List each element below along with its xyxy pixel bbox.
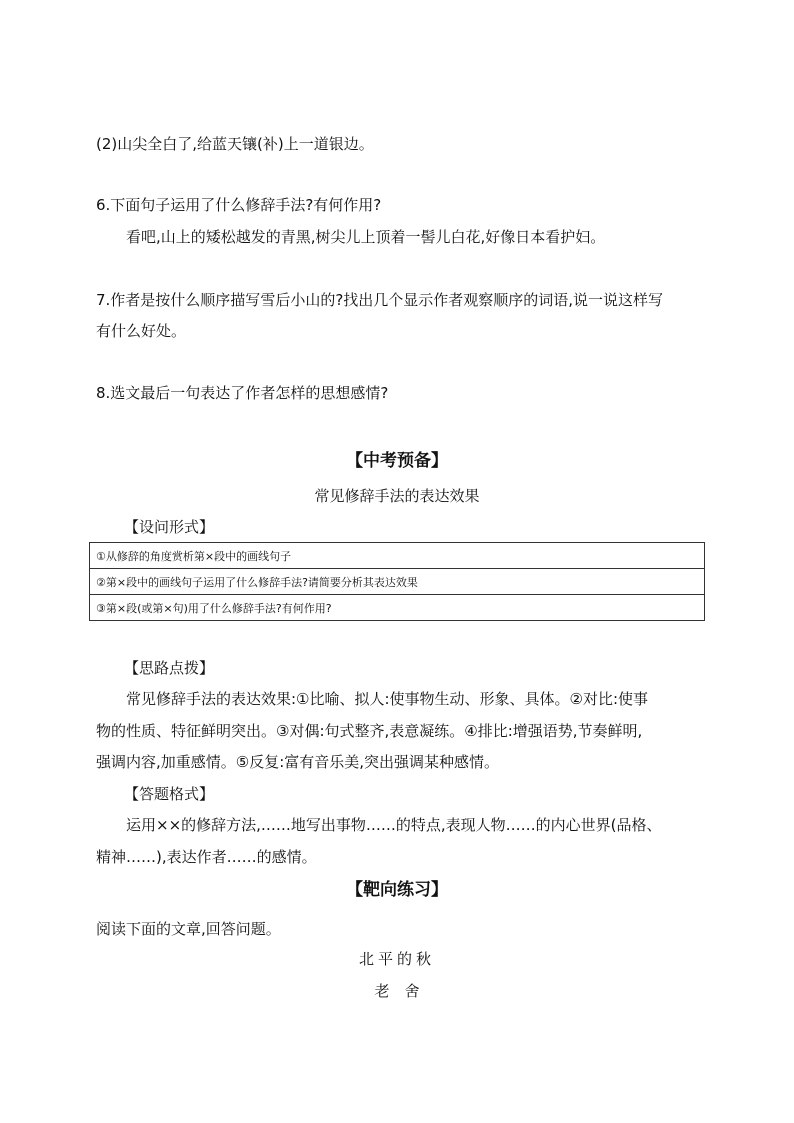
table-row xyxy=(90,569,705,595)
answer-format-label: 【答题格式】 xyxy=(124,785,215,803)
practice-heading: 【靶向练习】 xyxy=(346,880,448,900)
exam-prep-heading: 【中考预备】 xyxy=(346,451,448,471)
question-forms-table xyxy=(89,542,705,621)
hint-line-2: 物的性质、特征鲜明突出。③对偶:句式整齐,表意凝练。④排比:增强语势,节奏鲜明, xyxy=(96,722,643,740)
question-form-2: ②第×段中的画线句子运用了什么修辞手法?请简要分析其表达效果 xyxy=(90,569,705,595)
question-6-prompt: 6.下面句子运用了什么修辞手法?有何作用? xyxy=(96,196,382,214)
answer-line-2: 精神……),表达作者……的感情。 xyxy=(96,848,317,866)
question-7-line-1: 7.作者是按什么顺序描写雪后小山的?找出几个显示作者观察顺序的词语,说一说这样写 xyxy=(96,291,664,309)
article-author: 老 舍 xyxy=(374,982,420,1000)
article-title: 北平的秋 xyxy=(358,950,435,968)
question-form-label: 【设问形式】 xyxy=(124,518,215,536)
practice-instruction: 阅读下面的文章,回答问题。 xyxy=(96,920,281,938)
hint-line-3: 强调内容,加重感情。⑤反复:富有音乐美,突出强调某种感情。 xyxy=(96,753,500,771)
question-7-line-2: 有什么好处。 xyxy=(96,322,187,340)
table-row xyxy=(90,595,705,621)
question-form-3: ③第×段(或第×句)用了什么修辞手法?有何作用? xyxy=(90,595,705,621)
hint-label: 【思路点拨】 xyxy=(124,659,215,677)
question-8-prompt: 8.选文最后一句表达了作者怎样的思想感情? xyxy=(96,384,389,402)
exam-prep-subheading: 常见修辞手法的表达效果 xyxy=(314,487,480,505)
question-5-item-2: (2)山尖全白了,给蓝天镶(补)上一道银边。 xyxy=(96,135,374,153)
table-row xyxy=(90,543,705,569)
question-form-1: ①从修辞的角度赏析第×段中的画线句子 xyxy=(90,543,705,569)
hint-line-1: 常见修辞手法的表达效果:①比喻、拟人:使事物生动、形象、具体。②对比:使事 xyxy=(126,690,649,708)
question-6-quote: 看吧,山上的矮松越发的青黑,树尖儿上顶着一髻儿白花,好像日本看护妇。 xyxy=(126,228,606,246)
answer-line-1: 运用××的修辞方法,……地写出事物……的特点,表现人物……的内心世界(品格、 xyxy=(126,816,662,834)
